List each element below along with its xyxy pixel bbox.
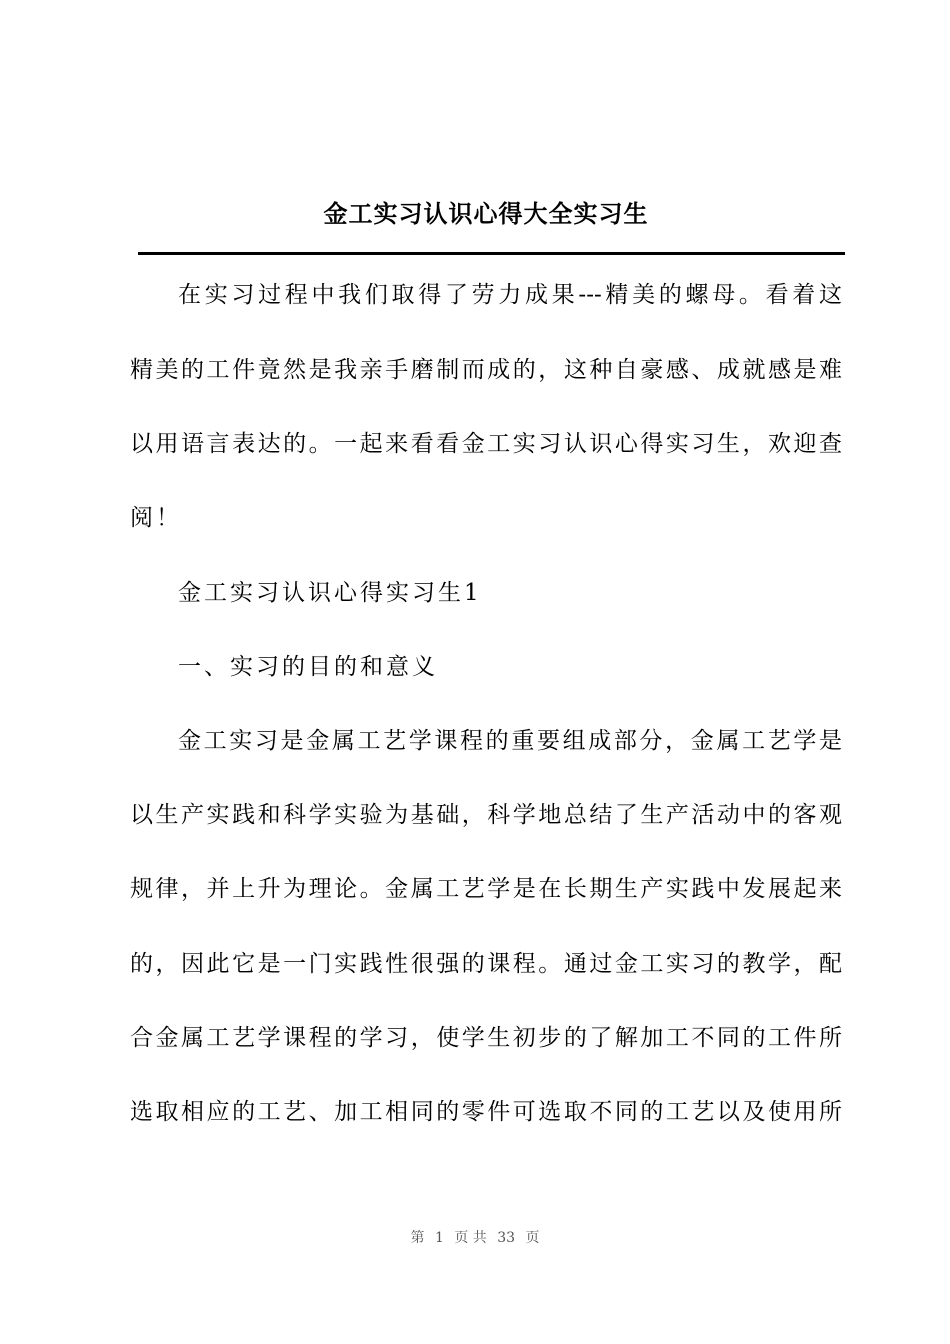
page-label-mid: 页 共 bbox=[454, 1230, 487, 1246]
page-footer bbox=[0, 1226, 950, 1250]
document-title: 金工实习认识心得大全实习生 bbox=[323, 199, 649, 228]
paragraph-line: 阅！ bbox=[130, 505, 182, 532]
document-body bbox=[130, 258, 842, 1149]
page-label-suffix: 页 bbox=[525, 1230, 540, 1246]
paragraph-line: 规律，并上升为理论。金属工艺学是在长期生产实践中发展起来 bbox=[130, 876, 842, 903]
paragraph-line: 合金属工艺学课程的学习，使学生初步的了解加工不同的工件所 bbox=[130, 1024, 842, 1051]
paragraph-line: 在实习过程中我们取得了劳力成果---精美的螺母。看着这 bbox=[178, 282, 842, 308]
section-heading: 金工实习认识心得实习生1 bbox=[178, 579, 482, 606]
paragraph-line: 金工实习是金属工艺学课程的重要组成部分，金属工艺学是 bbox=[178, 727, 842, 754]
current-page-number: 1 bbox=[434, 1230, 444, 1246]
page-label-prefix: 第 bbox=[410, 1230, 425, 1246]
paragraph-line: 的，因此它是一门实践性很强的课程。通过金工实习的教学，配 bbox=[130, 950, 842, 977]
total-pages-number: 33 bbox=[497, 1230, 516, 1246]
paragraph-line: 精美的工件竟然是我亲手磨制而成的，这种自豪感、成就感是难 bbox=[130, 357, 842, 383]
paragraph-line: 以生产实践和科学实验为基础，科学地总结了生产活动中的客观 bbox=[130, 802, 842, 829]
title-divider bbox=[138, 252, 845, 255]
paragraph-line: 以用语言表达的。一起来看看金工实习认识心得实习生，欢迎查 bbox=[130, 431, 842, 458]
paragraph-line: 选取相应的工艺、加工相同的零件可选取不同的工艺以及使用所 bbox=[130, 1098, 842, 1125]
subsection-heading: 一、实习的目的和意义 bbox=[178, 653, 438, 680]
